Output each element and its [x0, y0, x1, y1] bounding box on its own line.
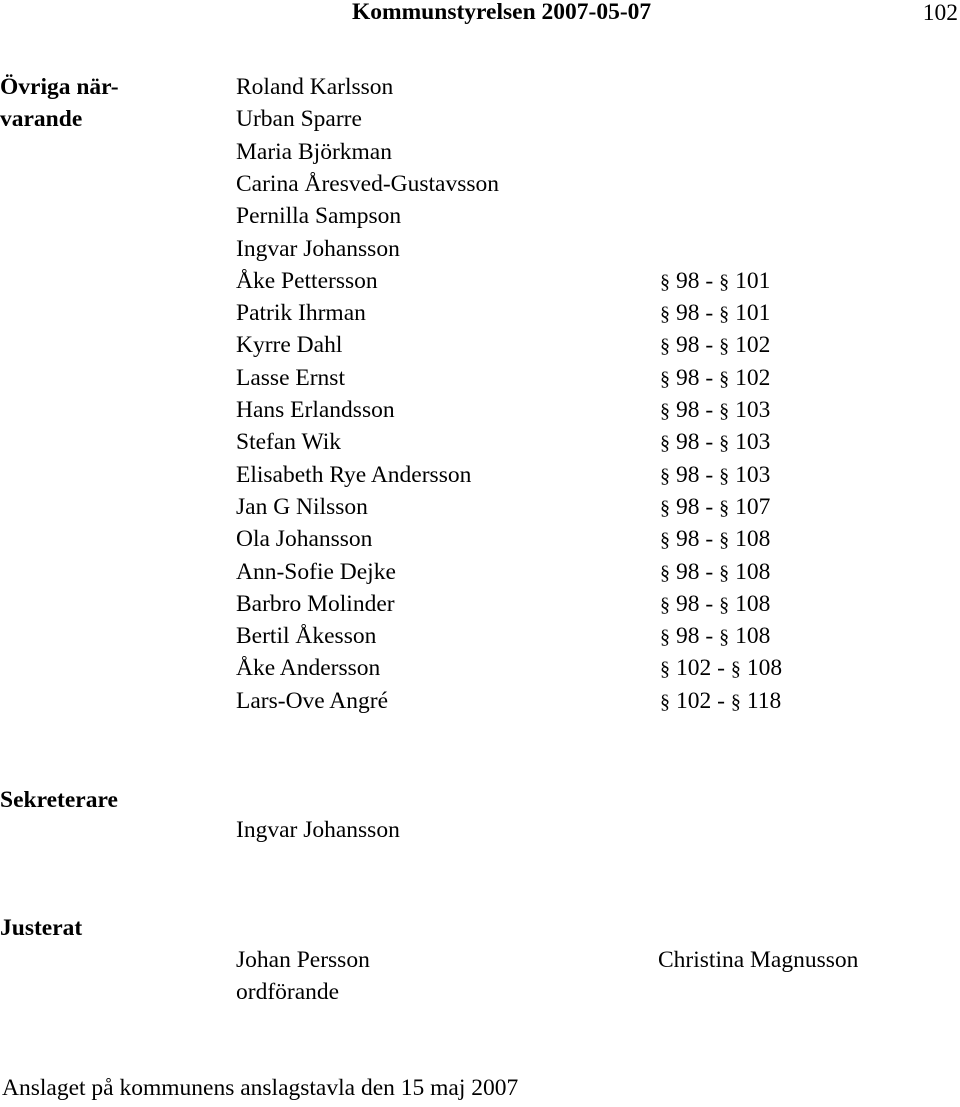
attendee-row	[236, 523, 956, 555]
attendee-name: Patrik Ihrman	[236, 300, 366, 327]
section-symbol: §	[719, 270, 730, 293]
to-paragraph: 101	[735, 300, 771, 327]
section-symbol: §	[719, 529, 730, 552]
from-paragraph: 102	[676, 655, 712, 682]
to-paragraph: 107	[735, 493, 771, 520]
attendance-range: § 98 - § 108	[660, 623, 771, 650]
to-paragraph: 103	[735, 397, 771, 423]
from-paragraph: 98	[676, 332, 700, 359]
attendance-range: § 98 - § 107	[660, 493, 771, 520]
section-symbol: §	[719, 496, 730, 519]
section-symbol: §	[719, 400, 730, 422]
attendee-name: Hans Erlandsson	[236, 397, 395, 423]
to-paragraph: 108	[746, 655, 783, 682]
attendance-range: § 98 - § 101	[660, 300, 771, 327]
attendee-name: Carina Åresved-Gustavsson	[236, 170, 500, 197]
document-title: Kommunstyrelsen 2007-05-07	[352, 0, 652, 25]
from-paragraph: 98	[676, 590, 700, 617]
section-symbol: §	[660, 496, 670, 519]
attendance-range: § 98 - § 108	[660, 526, 771, 553]
attendee-row	[236, 297, 956, 329]
from-paragraph: 98	[676, 493, 700, 520]
section-symbol: §	[660, 529, 670, 552]
signer1-role: ordförande	[236, 979, 340, 1005]
section-symbol: §	[660, 464, 670, 487]
section-symbol: §	[660, 593, 670, 616]
attendee-name: Urban Sparre	[236, 106, 362, 133]
to-paragraph: 108	[735, 590, 771, 617]
to-paragraph: 103	[735, 429, 771, 456]
attendance-range: § 98 - § 108	[660, 590, 771, 617]
section-symbol: §	[730, 658, 741, 681]
others-present-label-2: varande	[0, 106, 83, 132]
section-symbol: §	[719, 367, 730, 390]
attendee-row	[236, 426, 956, 458]
attendee-name: Bertil Åkesson	[236, 623, 377, 650]
section-symbol: §	[719, 593, 730, 616]
attendee-row	[236, 459, 956, 491]
from-paragraph: 98	[676, 300, 700, 327]
section-symbol: §	[660, 626, 670, 649]
attendee-row	[236, 556, 956, 588]
others-present-label-1: Övriga när-	[0, 74, 119, 100]
from-paragraph: 98	[676, 267, 700, 294]
to-paragraph: 108	[735, 526, 771, 553]
attendee-name: Maria Björkman	[236, 138, 392, 165]
to-paragraph: 102	[735, 332, 771, 359]
attendee-row	[236, 329, 956, 361]
attendee-row	[236, 200, 956, 232]
section-symbol: §	[660, 658, 670, 681]
attendance-range: § 98 - § 103	[660, 461, 771, 488]
adjusted-label: Justerat	[0, 915, 83, 941]
attendee-name: Åke Andersson	[236, 655, 381, 682]
section-symbol: §	[660, 335, 670, 358]
to-paragraph: 101	[735, 267, 771, 294]
section-symbol: §	[719, 432, 730, 455]
attendee-row	[236, 103, 956, 135]
attendee-row	[236, 588, 956, 620]
attendee-name: Elisabeth Rye Andersson	[236, 461, 472, 488]
to-paragraph: 108	[735, 623, 771, 650]
from-paragraph: 98	[676, 364, 700, 391]
attendee-row	[236, 265, 956, 297]
attendance-range: § 98 - § 102	[660, 332, 771, 359]
to-paragraph: 103	[735, 461, 771, 488]
attendee-row	[236, 652, 956, 684]
attendance-range: § 102 - § 118	[660, 687, 782, 714]
attendee-name: Jan G Nilsson	[236, 493, 368, 520]
section-symbol: §	[660, 270, 670, 293]
section-symbol: §	[660, 432, 670, 455]
attendance-range: § 102 - § 108	[660, 655, 783, 682]
attendee-name: Barbro Molinder	[236, 590, 395, 617]
attendance-range: § 98 - § 108	[660, 558, 771, 585]
posting-notice: Anslaget på kommunens anslagstavla den 15 maj 2007	[2, 1075, 519, 1101]
page-number: 102	[922, 0, 958, 26]
from-paragraph: 98	[676, 429, 700, 456]
section-symbol: §	[719, 335, 730, 358]
attendee-name: Ann-Sofie Dejke	[236, 558, 396, 585]
from-paragraph: 98	[676, 461, 700, 488]
attendee-row	[236, 168, 956, 200]
attendee-name: Stefan Wik	[236, 429, 342, 456]
attendee-name: Ola Johansson	[236, 526, 373, 553]
section-symbol: §	[660, 690, 670, 713]
from-paragraph: 102	[676, 687, 712, 714]
attendee-name: Lars-Ove Angré	[236, 687, 389, 714]
signer2-name: Christina Magnusson	[658, 947, 859, 973]
section-symbol: §	[660, 561, 670, 584]
section-symbol: §	[719, 464, 730, 487]
attendance-range: § 98 - § 103	[660, 429, 771, 456]
section-symbol: §	[660, 303, 670, 326]
attendee-row	[236, 71, 956, 103]
attendee-row	[236, 620, 956, 652]
from-paragraph: 98	[676, 397, 700, 423]
attendance-range: § 98 - § 101	[660, 267, 771, 294]
from-paragraph: 98	[676, 558, 700, 585]
section-symbol: §	[660, 367, 670, 390]
attendee-row	[236, 394, 956, 426]
from-paragraph: 98	[676, 526, 700, 553]
attendance-range: § 98 - § 103	[660, 397, 771, 423]
section-symbol: §	[730, 690, 741, 713]
section-symbol: §	[719, 303, 730, 326]
to-paragraph: 118	[746, 687, 782, 714]
attendee-name: Pernilla Sampson	[236, 203, 402, 230]
attendance-range: § 98 - § 102	[660, 364, 771, 391]
attendee-row	[236, 685, 956, 717]
signer1-name: Johan Persson	[236, 947, 370, 973]
attendee-name: Roland Karlsson	[236, 74, 394, 100]
attendee-name: Lasse Ernst	[236, 364, 345, 391]
section-symbol: §	[719, 626, 730, 649]
attendee-row	[236, 233, 956, 265]
attendee-row	[236, 136, 956, 168]
secretary-label: Sekreterare	[0, 787, 118, 813]
section-symbol: §	[719, 561, 730, 584]
attendee-name: Kyrre Dahl	[236, 332, 343, 359]
attendee-row	[236, 362, 956, 394]
secretary-name: Ingvar Johansson	[236, 817, 400, 843]
to-paragraph: 102	[735, 364, 771, 391]
from-paragraph: 98	[676, 623, 700, 650]
to-paragraph: 108	[735, 558, 771, 585]
section-symbol: §	[660, 400, 670, 422]
attendee-name: Ingvar Johansson	[236, 235, 400, 262]
attendee-name: Åke Pettersson	[236, 267, 378, 294]
attendee-row	[236, 491, 956, 523]
